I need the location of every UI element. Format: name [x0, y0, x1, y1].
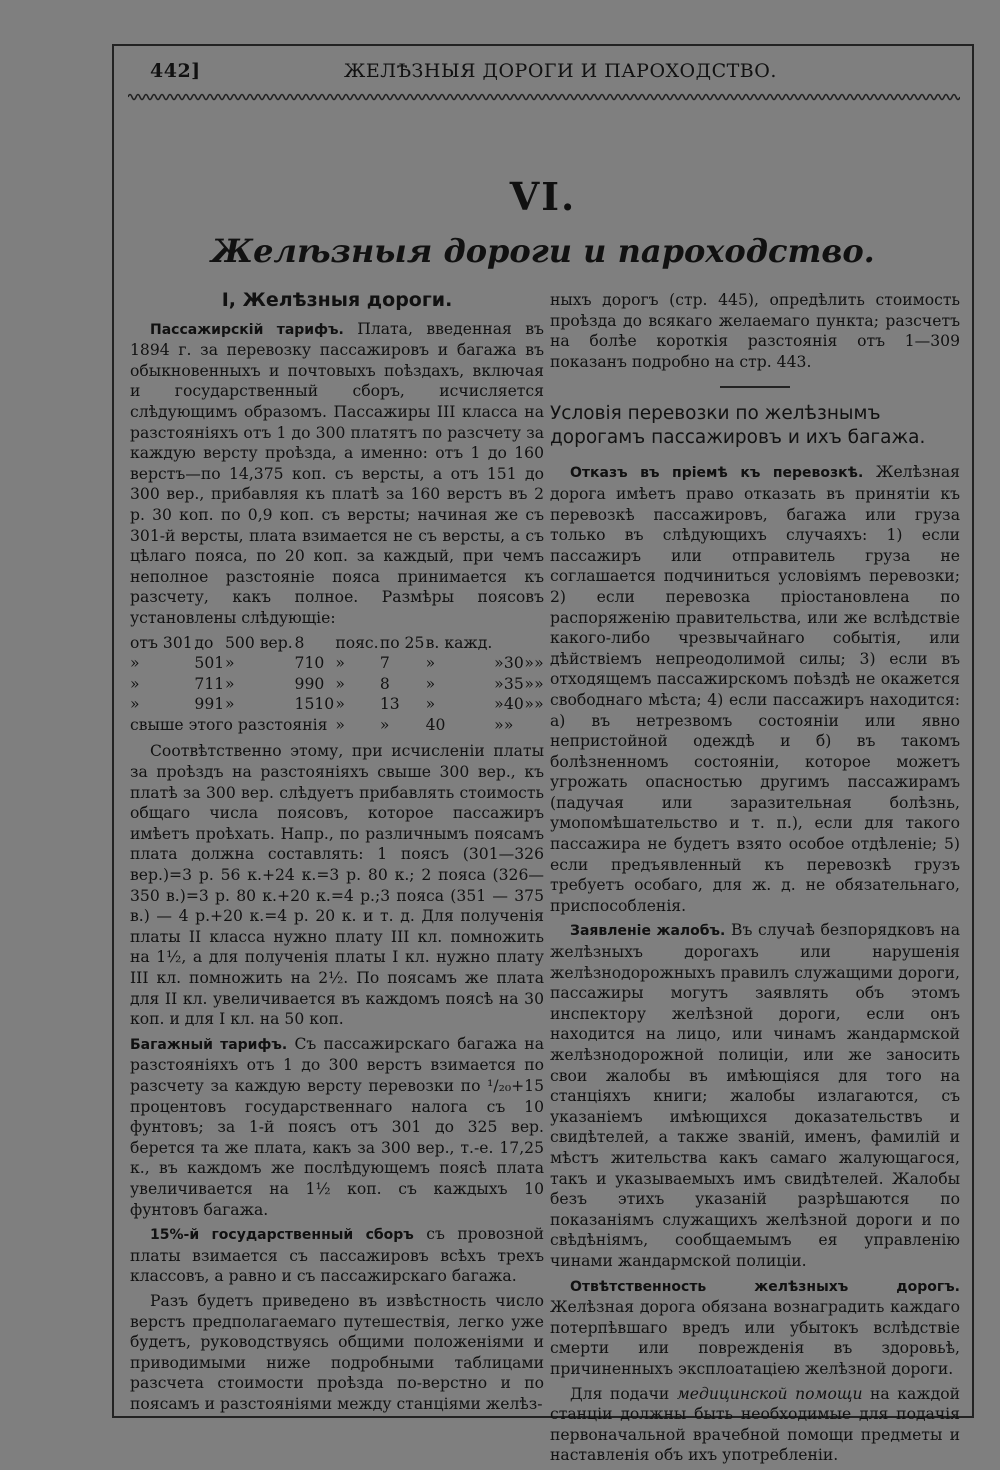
zone-table-cell: 7: [379, 654, 390, 673]
zone-table-cell: пояс.: [335, 633, 379, 652]
zone-table-cell: »: [335, 674, 345, 693]
zone-table-cell: »: [224, 695, 235, 714]
zone-table-row: [130, 715, 544, 736]
zone-table-cell: »: [224, 654, 235, 673]
paragraph-lead: Для подачи: [570, 1384, 670, 1403]
paragraph-baggage-tariff: [130, 1034, 544, 1220]
paragraph-text: съ провозной платы взимается съ пассажировъ всѣхъ трехъ классовъ, а равно и съ пассажирскаго багажа.: [130, 1225, 544, 1286]
zone-table-cell: 30: [503, 654, 524, 673]
zone-table-row: [130, 674, 544, 695]
zone-table-cell: 710: [294, 654, 325, 673]
section-heading-conditions: Условія перевозки по желѣзнымъ дорогамъ пассажировъ и ихъ багажа.: [550, 403, 926, 449]
running-title: ЖЕЛѢЗНЫЯ ДОРОГИ И ПАРОХОДСТВО.: [344, 60, 777, 82]
zone-table-row: [130, 653, 544, 674]
paragraph-text: Съ пассажирскаго багажа на разстояніяхъ отъ 1 до 300 верстъ взимается по разсчету за каждую версту перевозки по ¹/₂₀+15 процентовъ государственнаго налога съ 10 фунтовъ; за 1-й поясъ отъ 301 до 325 вер. берется та же плата, какъ за 300 вер., т.-е. 17,25 к., въ каждомъ же послѣдующемъ поясѣ плата увеличивается на 1½ коп. съ каждыхъ 10 фунтовъ багажа.: [130, 1034, 545, 1219]
section-divider: [720, 386, 790, 388]
book-page: [112, 44, 974, 1465]
zone-table-cell: »: [425, 674, 436, 693]
zone-table-cell: свыше этого разстоянія: [130, 715, 328, 734]
zone-table-cell: 8: [379, 674, 390, 693]
zone-table-cell: 990: [294, 674, 325, 693]
paragraph-text: Желѣзная дорога имѣетъ право отказать въ принятіи къ перевозкѣ пассажировъ, багажа или груза только въ слѣдующихъ случаяхъ: 1) если пассажиръ или отправитель груза не соглашается подчиниться условіямъ перевозки; 2) если перевозка пріостановлена по распоряженію правительства, или же вслѣдствіе какого-либо чрезвычайнаго событія, или дѣйствіемъ непреодолимой силы; 3) если въ отходящемъ пассажирскомъ поѣздѣ не окажется свободнаго мѣста; 4) если пассажиръ находится: а) въ нетрезвомъ состояніи или явно непристойной одеждѣ и б) въ такомъ болѣзненномъ состояніи, которое можетъ угрожать опасностью другимъ пассажирамъ (падучая или заразительная болѣзнь, умопомѣшательство и т. п.), если для такого пассажира не будетъ взято особое отдѣленіе; 5) если предъявленный къ перевозкѣ грузъ требуетъ особаго, для ж. д. не обязательнаго, приспособленія.: [550, 463, 961, 915]
zone-table-cell: 8: [294, 633, 305, 652]
left-column: [130, 290, 544, 1418]
zone-table-cell: »: [524, 674, 534, 693]
chapter-number: VI.: [509, 174, 577, 219]
page-number: 442]: [150, 60, 201, 82]
zone-table-cell: »: [524, 695, 534, 714]
zone-table-cell: до: [194, 633, 214, 652]
zone-table-cell: 13: [379, 695, 400, 714]
zone-table-cell: 40: [425, 715, 446, 734]
paragraph-text: Плата, введенная въ 1894 г. за перевозку пассажировъ и багажа въ обыкновенныхъ и почтовыхъ поѣздахъ, включая и государственный сборъ, исчисляется слѣдующимъ образомъ. Пассажиры III класса на разстояніяхъ отъ 1 до 300 платятъ по разсчету за каждую версту проѣзда, а именно: отъ 1 до 160 верстъ—по 14,375 коп. съ версты, а отъ 151 до 300 вер., прибавляя къ платѣ за 160 верстъ въ 2 р. 30 коп. по 0,9 коп. съ версты; начиная же съ 301-й версты, плата взимается не съ версты, а съ цѣлаго пояса, по 20 коп. за каждый, при чемъ неполное разстояніе пояса принимается къ разсчету, какъ полное. Размѣры поясовъ установлены слѣдующіе:: [130, 319, 544, 627]
paragraph-zone-calculation: Соотвѣтственно этому, при исчисленіи платы за проѣздъ на разстояніяхъ свыше 300 вер., къ платѣ за 300 вер. слѣдуетъ прибавлять стоимость общаго числа поясовъ, которое пассажиръ имѣетъ проѣхать. Напр., по различнымъ поясамъ плата должна составлять: 1 поясъ (301—326 вер.)=3 р. 56 к.+24 к.=3 р. 80 к.; 2 пояса (326—350 в.)=3 р. 80 к.+20 к.=4 р.;3 пояса (351 — 375 в.) — 4 р.+20 к.=4 р. 20 к. и т. д. Для полученія платы II класса нужно плату III кл. помножить на 1½, а для полученія платы I кл. нужно плату III кл. помножить на 2½. По поясамъ же плата для II кл. увеличивается въ каждомъ поясѣ на 30 коп. и для I кл. на 50 коп.: [130, 742, 544, 1029]
running-head: [134, 60, 954, 90]
zone-table-cell: »: [524, 654, 534, 673]
zone-table-cell: »: [130, 674, 140, 693]
zone-table-cell: 501: [194, 654, 225, 673]
zone-table-cell: 35: [503, 674, 524, 693]
zone-table-cell: »: [494, 695, 504, 714]
paragraph-complaints: [550, 920, 960, 1271]
run-in-heading: Отказъ въ пріемѣ къ перевозкѣ.: [570, 465, 864, 482]
zone-table-cell: »: [224, 674, 235, 693]
paragraph-passenger-tariff: [130, 319, 544, 629]
zone-table-cell: отъ 301: [130, 633, 193, 652]
section-heading-railways: I, Желѣзныя дороги.: [221, 289, 453, 311]
paragraph-fare-lookup: Разъ будетъ приведено въ извѣстность число верстъ предполагаемаго путешествія, легко уже будетъ, руководствуясь общими положеніями и приводимыми ниже подробными таблицами разсчета стоимости проѣзда по-верстно и по поясамъ и разстояніями между станціями желѣз-: [130, 1291, 544, 1413]
zone-table-cell: »: [494, 674, 504, 693]
paragraph-text: на каждой станціи должны быть необходимые для подачія первоначальной врачебной помощи предметы и наставленія объ ихъ употребленіи.: [550, 1384, 960, 1465]
paragraph-text: Въ случаѣ безпорядковъ на желѣзныхъ дорогахъ или нарушенія желѣзнодорожныхъ правилъ служащими дороги, пассажиры могутъ заявлять объ этомъ инспектору желѣзной дороги, если онъ находится на лицо, или чинамъ жандармской желѣзнодорожной полиціи, или же заносить свои жалобы въ имѣющіяся для того на станціяхъ книги; жалобы излагаются, съ указаніемъ имѣющихся доказательствъ и свидѣтелей, а также званій, именъ, фамилій и мѣстъ жительства какъ самаго жалующагося, такъ и указываемыхъ имъ свидѣтелей. Жалобы безъ этихъ указаній разрѣшаются по показаніямъ служащихъ желѣзной дороги и по свѣдѣніямъ, сообщаемымъ ея управленію чинами жандармской полиціи.: [550, 921, 960, 1270]
zone-table-row: [130, 633, 544, 654]
zone-table-cell: »: [335, 715, 345, 734]
zone-table-cell: »: [534, 695, 544, 714]
run-in-heading: Багажный тарифъ.: [130, 1036, 288, 1053]
zone-table-cell: 711: [194, 674, 225, 693]
zone-table: [130, 633, 544, 736]
zone-table-cell: »: [130, 654, 140, 673]
paragraph-continuation: ныхъ дорогъ (стр. 445), опредѣлить стоимость проѣзда до всякаго желаемаго пункта; разсчетъ на болѣе короткія разстоянія отъ 1—309 показанъ подробно на стр. 443.: [550, 291, 960, 371]
paragraph-text: Желѣзная дорога обязана вознаградить каждаго потерпѣвшаго вредъ или убытокъ вслѣдствіе смерти или поврежденія въ здоровьѣ, причиненныхъ эксплоатаціею желѣзной дороги.: [550, 1298, 960, 1378]
zone-table-cell: по 25: [379, 633, 425, 652]
zone-table-cell: »: [130, 695, 140, 714]
paragraph-liability: [550, 1276, 960, 1380]
zone-table-cell: в. кажд.: [425, 633, 493, 652]
run-in-heading: 15%-й государственный сборъ: [150, 1227, 414, 1244]
paragraph-medical-aid: [550, 1384, 960, 1466]
zone-table-cell: 991: [194, 695, 225, 714]
run-in-heading: Заявленіе жалобъ.: [570, 923, 726, 940]
zone-table-cell: 500 вер.: [224, 633, 293, 652]
zone-table-cell: »: [494, 654, 504, 673]
zone-table-cell: »: [534, 674, 544, 693]
zone-table-cell: »: [379, 715, 390, 734]
paragraph-state-fee: [130, 1224, 544, 1287]
zone-table-cell: »: [425, 695, 436, 714]
run-in-heading: Пассажирскій тарифъ.: [150, 321, 344, 338]
zone-table-cell: »: [494, 715, 504, 734]
zone-table-cell: 40: [503, 695, 524, 714]
paragraph-refusal: [550, 462, 960, 916]
right-column: [550, 290, 960, 1470]
zone-table-cell: 1510: [294, 695, 335, 714]
zone-table-cell: »: [335, 654, 345, 673]
zone-table-cell: »: [335, 695, 345, 714]
wavy-rule-ornament: [128, 90, 960, 104]
emphasis-medical-aid: медицинской помощи: [676, 1384, 863, 1403]
run-in-heading: Отвѣтственность желѣзныхъ дорогъ.: [570, 1278, 960, 1295]
zone-table-row: [130, 694, 544, 715]
zone-table-cell: »: [503, 715, 514, 734]
zone-table-cell: »: [425, 654, 436, 673]
chapter-title: Желѣзныя дороги и пароходство.: [211, 232, 875, 270]
zone-table-cell: »: [534, 654, 544, 673]
